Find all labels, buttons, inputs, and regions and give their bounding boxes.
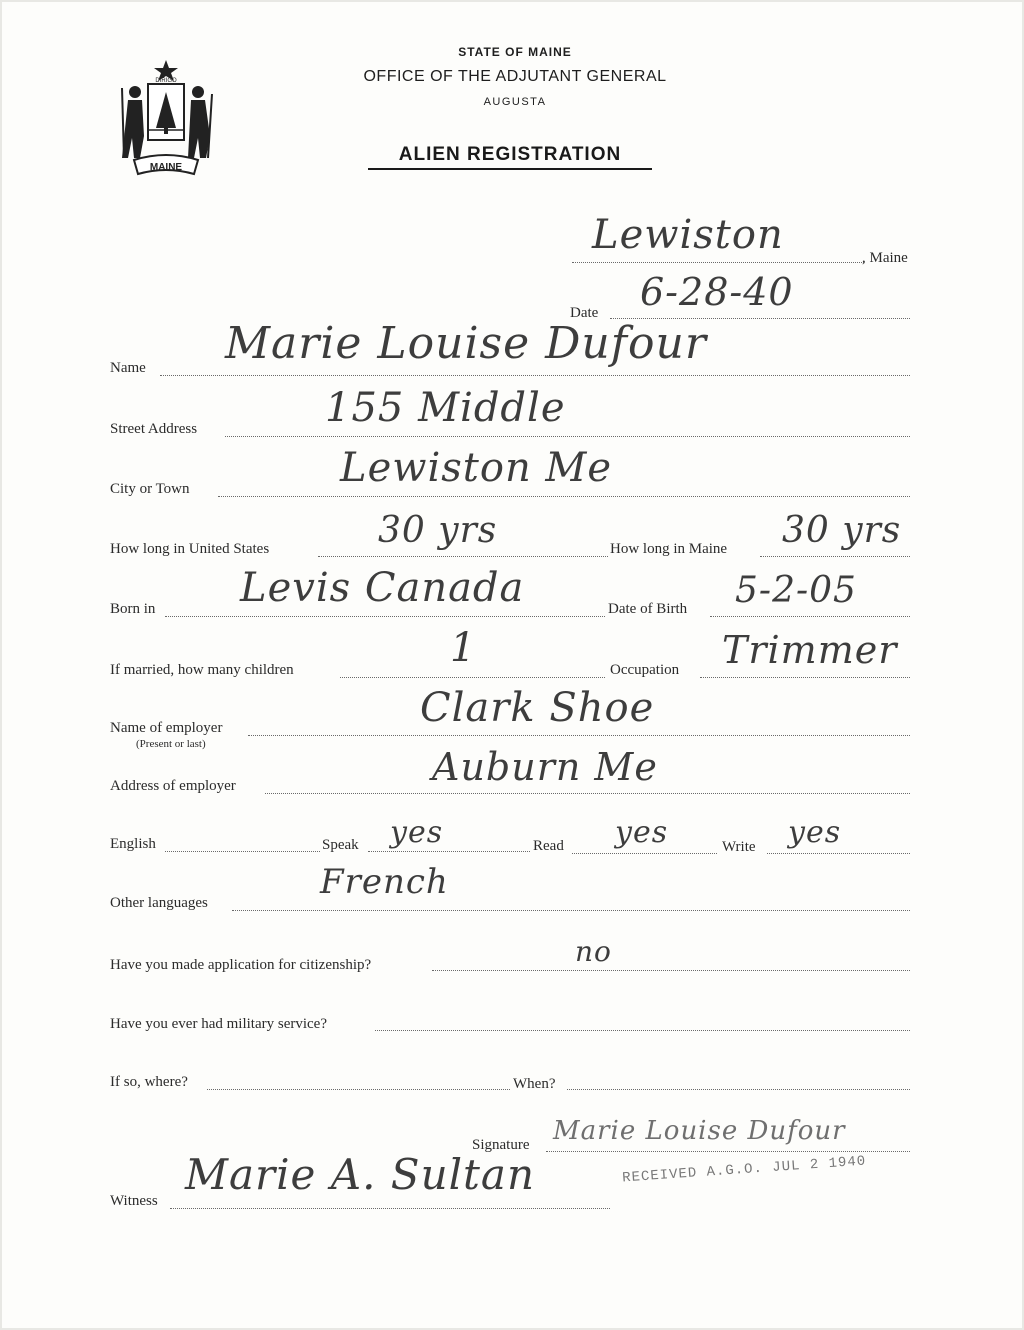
- english-label: English: [110, 836, 156, 852]
- employer-address-line: [265, 793, 910, 794]
- employer-label: Name of employer: [110, 720, 223, 736]
- occupation-line: [700, 677, 910, 678]
- speak-value: yes: [390, 815, 444, 850]
- where-label: If so, where?: [110, 1074, 188, 1090]
- where-line: [207, 1089, 510, 1090]
- signature-label: Signature: [472, 1137, 530, 1153]
- military-label: Have you ever had military service?: [110, 1016, 327, 1032]
- state-heading: STATE OF MAINE: [458, 45, 572, 59]
- children-line: [340, 677, 605, 678]
- children-value: 1: [450, 625, 477, 671]
- other-languages-line: [232, 910, 910, 911]
- us-duration-line: [318, 556, 608, 557]
- town-value: Lewiston: [592, 212, 784, 258]
- citizenship-value: no: [575, 935, 612, 968]
- read-value: yes: [615, 815, 669, 850]
- seal-banner-text: MAINE: [149, 162, 183, 173]
- dob-line: [710, 616, 910, 617]
- city-heading: AUGUSTA: [483, 96, 547, 108]
- employer-line: [248, 735, 910, 736]
- witness-line: [170, 1208, 610, 1209]
- maine-duration-label: How long in Maine: [610, 541, 728, 557]
- city-label: City or Town: [110, 481, 190, 497]
- street-value: 155 Middle: [325, 385, 566, 431]
- citizenship-label: Have you made application for citizenship?: [110, 957, 372, 973]
- date-value: 6-28-40: [640, 270, 794, 314]
- write-label: Write: [722, 839, 756, 855]
- write-value: yes: [788, 815, 842, 850]
- city-line: [218, 496, 910, 497]
- birthplace-label: Born in: [110, 601, 156, 617]
- us-duration-value: 30 yrs: [378, 510, 498, 551]
- occupation-value: Trimmer: [722, 628, 898, 672]
- employer-value: Clark Shoe: [420, 685, 655, 731]
- name-value: Marie Louise Dufour: [225, 318, 707, 369]
- employer-address-label: Address of employer: [110, 778, 236, 794]
- city-value: Lewiston Me: [340, 445, 613, 491]
- maine-label: , Maine: [862, 250, 908, 266]
- employer-note: (Present or last): [136, 738, 206, 750]
- maine-duration-line: [760, 556, 910, 557]
- other-languages-label: Other languages: [110, 895, 208, 911]
- street-line: [225, 436, 910, 437]
- date-label: Date: [570, 305, 599, 321]
- read-label: Read: [533, 838, 564, 854]
- signature-line: [546, 1151, 910, 1152]
- english-line: [165, 851, 320, 852]
- write-line: [767, 853, 910, 854]
- street-label: Street Address: [110, 421, 198, 437]
- dob-value: 5-2-05: [735, 570, 857, 611]
- office-heading: OFFICE OF THE ADJUTANT GENERAL: [363, 68, 667, 85]
- when-line: [567, 1089, 910, 1090]
- occupation-label: Occupation: [610, 662, 680, 678]
- maine-duration-value: 30 yrs: [782, 510, 902, 551]
- maine-state-seal-icon: [110, 58, 222, 178]
- other-languages-value: French: [320, 862, 449, 902]
- dob-label: Date of Birth: [608, 601, 688, 617]
- name-line: [160, 375, 910, 376]
- speak-label: Speak: [322, 837, 359, 853]
- when-label: When?: [513, 1076, 556, 1092]
- received-stamp: RECEIVED A.G.O. JUL 2 1940: [621, 1153, 867, 1187]
- military-line: [375, 1030, 910, 1031]
- town-line: [572, 262, 864, 263]
- children-label: If married, how many children: [110, 662, 294, 678]
- us-duration-label: How long in United States: [110, 541, 270, 557]
- form-title: ALIEN REGISTRATION: [368, 144, 652, 170]
- read-line: [572, 853, 717, 854]
- signature-value: Marie Louise Dufour: [553, 1116, 846, 1146]
- citizenship-line: [432, 970, 910, 971]
- birthplace-value: Levis Canada: [240, 565, 525, 611]
- employer-address-value: Auburn Me: [432, 745, 658, 789]
- seal-motto-text: DIRIGO: [155, 78, 177, 84]
- speak-line: [368, 851, 530, 852]
- witness-value: Marie A. Sultan: [185, 1150, 536, 1199]
- birthplace-line: [165, 616, 605, 617]
- name-label: Name: [110, 360, 146, 376]
- witness-label: Witness: [110, 1193, 158, 1209]
